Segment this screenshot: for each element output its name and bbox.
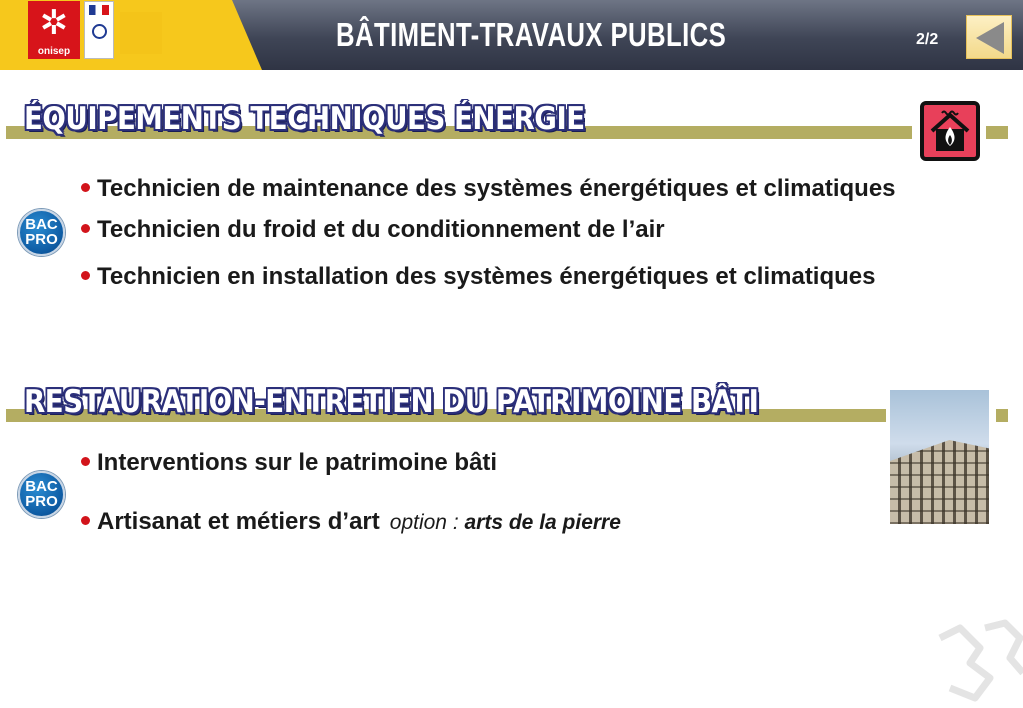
badge-line-1: BAC [25, 216, 58, 233]
bullet-icon [81, 271, 90, 280]
list-item [81, 508, 621, 536]
yellow-block [120, 12, 162, 54]
list-item [81, 175, 896, 203]
bullet-icon [81, 224, 90, 233]
option-value: arts de la pierre [464, 511, 621, 534]
onisep-logo-text: onisep [37, 46, 71, 57]
list-item [81, 263, 876, 291]
decorative-swirl-icon [930, 618, 1023, 708]
bullet-icon [81, 516, 90, 525]
onisep-star-icon: ✲ [39, 3, 69, 43]
list-item-text: Technicien du froid et du conditionnement de l’air [97, 216, 665, 243]
bac-pro-badge [18, 209, 65, 256]
list-item [81, 216, 665, 244]
flame-house-icon [920, 101, 980, 161]
badge-line-2: PRO [25, 231, 58, 248]
republique-francaise-logo [84, 1, 114, 59]
building-floors [890, 440, 989, 524]
badge-line-1: BAC [25, 478, 58, 495]
badge-line-2: PRO [25, 493, 58, 510]
list-item-text: Artisanat et métiers d’art [97, 508, 380, 535]
bac-pro-badge [18, 471, 65, 518]
section-rule-end-heritage [996, 409, 1008, 422]
list-item-text: Interventions sur le patrimoine bâti [97, 449, 498, 476]
ministry-seal-icon [92, 24, 107, 39]
page-title: BÂTIMENT-TRAVAUX PUBLICS [336, 16, 727, 53]
back-arrow-icon [976, 22, 1004, 54]
section-title-heritage: RESTAURATION-ENTRETIEN DU PATRIMOINE BÂTI [24, 384, 759, 420]
section-title-energy: ÉQUIPEMENTS TECHNIQUES ÉNERGIE [24, 101, 585, 137]
list-item-text: Technicien de maintenance des systèmes énergétiques et climatiques [97, 175, 896, 202]
list-item-text: Technicien en installation des systèmes énergétiques et climatiques [97, 263, 876, 290]
page-indicator: 2/2 [916, 31, 939, 48]
bullet-icon [81, 183, 90, 192]
bullet-icon [81, 457, 90, 466]
heritage-building-photo [890, 390, 989, 524]
option-note [390, 511, 621, 534]
french-flag-icon [89, 5, 109, 15]
option-prefix: option : [389, 511, 465, 534]
onisep-logo [28, 1, 80, 59]
previous-page-button[interactable] [966, 15, 1012, 59]
list-item [81, 449, 497, 477]
section-rule-end-energy [986, 126, 1008, 139]
